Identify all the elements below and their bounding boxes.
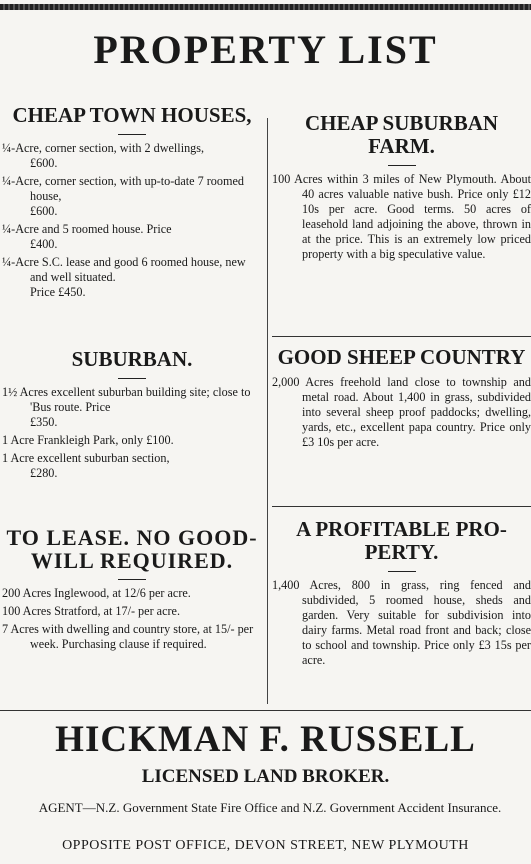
listing-item xyxy=(0,174,264,219)
listing-item xyxy=(0,604,264,619)
office-address: OPPOSITE POST OFFICE, DEVON STREET, NEW PLYMOUTH xyxy=(62,838,469,853)
listing-text: 1½ Acres excellent suburban building site; close to 'Bus route. Price xyxy=(2,385,251,414)
profitable-property-section xyxy=(272,518,531,668)
listing-price: £350. xyxy=(30,415,58,429)
listing-text: 100 Acres Stratford, at 17/- per acre. xyxy=(2,604,181,618)
profitable-heading-line1: A PROFITABLE PRO- xyxy=(296,517,507,541)
suburban-heading: SUBURBAN. xyxy=(71,347,193,371)
listing-text: ¼-Acre, corner section, with 2 dwellings, xyxy=(2,141,205,155)
listing-price: £280. xyxy=(30,466,58,480)
sheep-country-description: 2,000 Acres freehold land close to township and metal road. About 1,400 in grass, subdivided into several sheep proof paddocks; dwelling, yards, etc., excellent papa country. Price only £3 10s per acre. xyxy=(272,375,531,449)
listing-item xyxy=(0,255,264,300)
suburban-farm-description: 100 Acres within 3 miles of New Plymouth. About 40 acres valuable native bush. Price only £12 10s per acre. Good terms. 50 acres of leasehold land adjoining the above, thrown in at the price. This is an extremely low priced property with a big speculative value. xyxy=(272,172,531,261)
suburban-farm-section xyxy=(272,112,531,262)
sheep-country-heading: GOOD SHEEP COUNTRY xyxy=(277,345,526,369)
town-houses-section xyxy=(0,104,264,303)
listing-text: ¼-Acre S.C. lease and good 6 roomed house, new and well situated. xyxy=(2,255,246,284)
listing-text: ¼-Acre and 5 roomed house. Price xyxy=(2,222,172,236)
listing-item xyxy=(0,622,264,652)
agent-line: AGENT—N.Z. Government State Fire Office and N.Z. Government Accident Insurance. xyxy=(38,800,502,815)
listing-price: £400. xyxy=(30,237,58,251)
heading-dash xyxy=(388,165,416,166)
suburban-farm-heading-line1: CHEAP SUBURBAN xyxy=(304,111,499,135)
sheep-country-section xyxy=(272,346,531,450)
profitable-heading-line2: PERTY. xyxy=(364,540,439,564)
right-section-rule xyxy=(272,506,531,507)
suburban-farm-heading-line2: FARM. xyxy=(368,134,435,158)
listing-text: 1 Acre excellent suburban section, xyxy=(2,451,170,465)
to-lease-heading-line1: TO LEASE. NO GOOD- xyxy=(6,525,258,550)
listing-item xyxy=(0,222,264,252)
heading-dash xyxy=(118,579,146,580)
broker-name: HICKMAN F. RUSSELL xyxy=(55,719,476,760)
listing-item xyxy=(0,385,264,430)
heading-dash xyxy=(118,134,146,135)
broker-title: LICENSED LAND BROKER. xyxy=(141,766,390,787)
listing-item xyxy=(0,586,264,601)
footer-rule xyxy=(0,710,531,711)
listing-text: 7 Acres with dwelling and country store, at 15/- per week. Purchasing clause if required. xyxy=(2,622,254,651)
listing-text: 200 Acres Inglewood, at 12/6 per acre. xyxy=(2,586,191,600)
listing-text: ¼-Acre, corner section, with up-to-date 7 roomed house, xyxy=(2,174,244,203)
profitable-description: 1,400 Acres, 800 in grass, ring fenced and subdivided, 5 roomed house, sheds and garden. Very suitable for subdivision into dairy farms. Metal road front and back; close to school and township. Price only £3 15s per acre. xyxy=(272,578,531,667)
listing-item xyxy=(0,433,264,448)
listing-price: £600. xyxy=(30,204,58,218)
listing-price: Price £450. xyxy=(30,285,86,299)
heading-dash xyxy=(388,571,416,572)
to-lease-section xyxy=(0,526,264,655)
suburban-section xyxy=(0,348,264,484)
heading-dash xyxy=(118,378,146,379)
to-lease-heading-line2: WILL REQUIRED. xyxy=(30,548,234,573)
listing-text: 1 Acre Frankleigh Park, only £100. xyxy=(2,433,174,447)
town-houses-heading: CHEAP TOWN HOUSES, xyxy=(12,103,252,127)
page-title: PROPERTY LIST xyxy=(93,27,438,72)
right-section-rule xyxy=(272,336,531,337)
top-border-rule xyxy=(0,4,531,10)
listing-price: £600. xyxy=(30,156,58,170)
column-divider xyxy=(267,118,268,704)
listing-item xyxy=(0,141,264,171)
listing-item xyxy=(0,451,264,481)
